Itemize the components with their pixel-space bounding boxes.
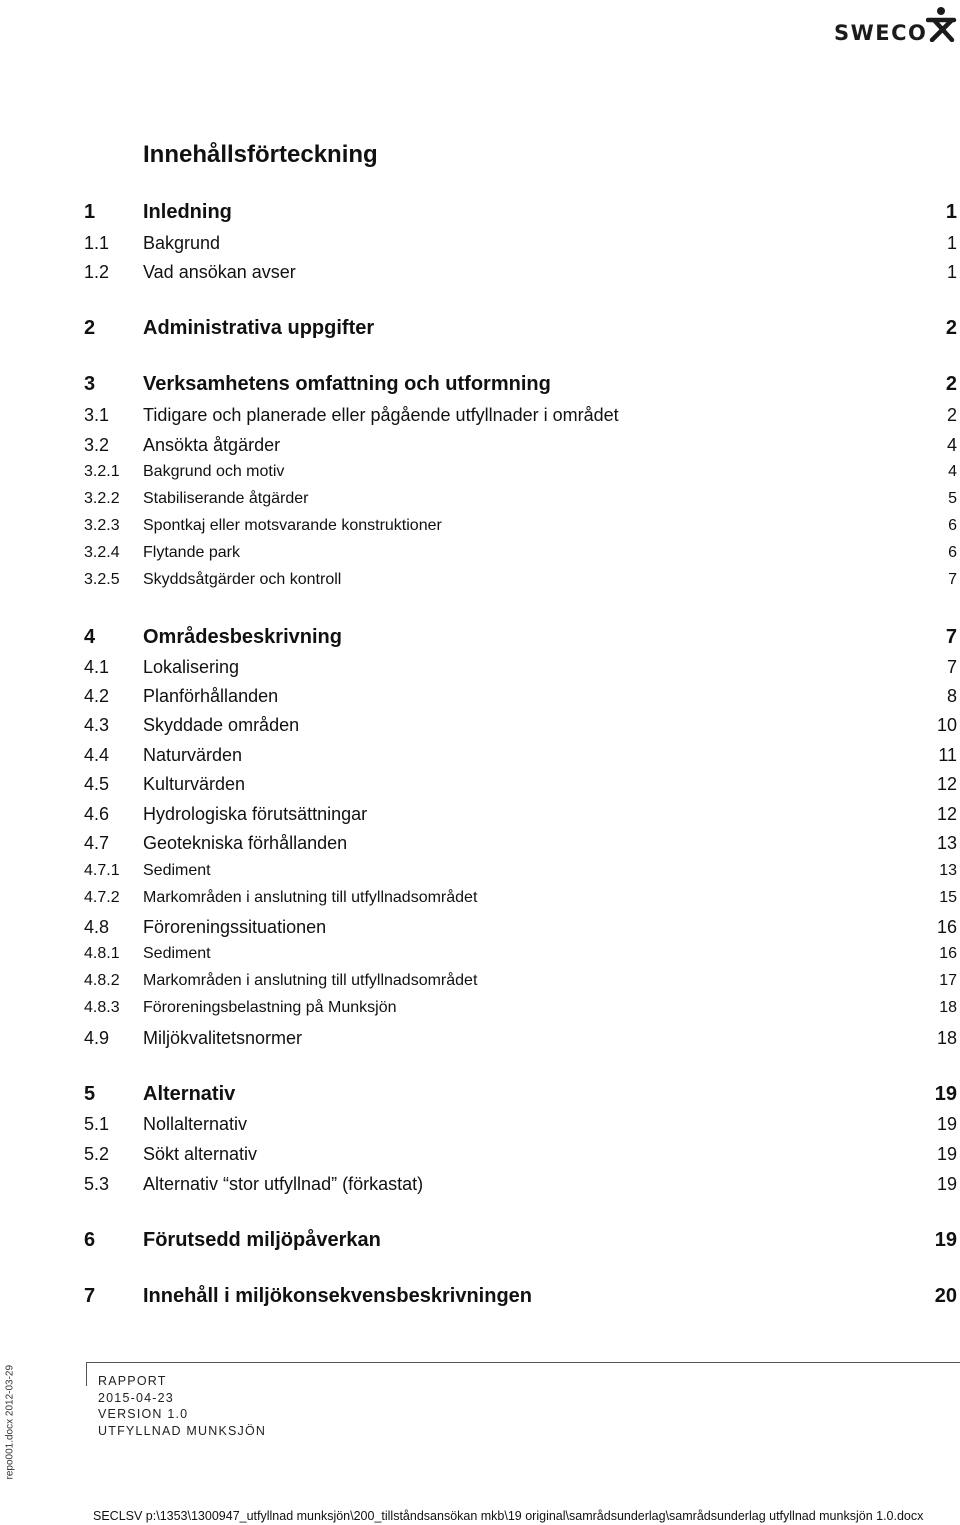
toc-entry-label: Alternativ “stor utfyllnad” (förkastat) [143, 1174, 424, 1194]
toc-entry-number: 4.9 [84, 1028, 110, 1048]
logo-text: SWECO [834, 21, 928, 45]
toc-entry-label: Administrativa uppgifter [143, 317, 375, 339]
toc-entry-page: 4 [946, 435, 957, 455]
toc-entry-page: 8 [946, 686, 957, 706]
toc-entry-number: 3.2.2 [84, 490, 120, 507]
toc-entry-label: Tidigare och planerade eller pågående utfyllnader i området [143, 405, 619, 425]
toc-entry-page: 13 [939, 862, 957, 879]
toc-entry-number: 1.1 [84, 233, 110, 253]
toc-entry-label: Innehåll i miljökonsekvensbeskrivningen [143, 1285, 533, 1307]
toc-entry-number: 4.8.1 [84, 945, 120, 962]
toc-entry-page: 16 [936, 917, 957, 937]
toc-entry-label: Nollalternativ [143, 1114, 248, 1134]
toc-entry-page: 7 [945, 626, 957, 648]
toc-entry-number: 1.2 [84, 262, 110, 282]
template-reference: repo001.docx 2012-03-29 [4, 1364, 16, 1480]
toc-entry-label: Planförhållanden [143, 686, 279, 706]
toc-entry-label: Hydrologiska förutsättningar [143, 804, 368, 824]
toc-entry-page: 2 [946, 405, 957, 425]
document-type: RAPPORT [98, 1374, 167, 1388]
toc-entry-number: 4.7.1 [84, 862, 120, 879]
toc-entry-label: Skyddade områden [143, 715, 300, 735]
toc-entry-page: 12 [936, 774, 957, 794]
toc-entry-number: 5.1 [84, 1114, 110, 1134]
toc-entry-number: 4.1 [84, 657, 110, 677]
toc-entry-label: Föroreningsbelastning på Munksjön [143, 999, 397, 1016]
toc-entry-number: 5.3 [84, 1174, 110, 1194]
toc-entry-number: 1 [84, 201, 96, 223]
footer-divider [86, 1362, 960, 1363]
toc-entry-page: 12 [936, 804, 957, 824]
document-info [98, 1373, 266, 1439]
toc-entry-number: 4 [84, 626, 96, 648]
sweco-figure-icon [926, 6, 960, 42]
toc-entry-page: 15 [939, 889, 957, 906]
toc-entry-number: 5.2 [84, 1144, 110, 1164]
toc-entry-number: 4.6 [84, 804, 110, 824]
toc-entry-page: 16 [939, 945, 957, 962]
toc-entry-page: 20 [934, 1285, 957, 1307]
document-date: 2015-04-23 [98, 1390, 174, 1405]
toc-entry-page: 2 [945, 317, 957, 339]
toc-entry-page: 1 [946, 262, 957, 282]
toc-entry-label: Lokalisering [143, 657, 240, 677]
toc-entry-number: 4.8 [84, 917, 110, 937]
toc-entry-label: Miljökvalitetsnormer [143, 1028, 303, 1048]
toc-entry-label: Sökt alternativ [143, 1144, 258, 1164]
toc-entry-label: Naturvärden [143, 745, 243, 765]
project-name: UTFYLLNAD MUNKSJÖN [98, 1423, 267, 1438]
toc-entry-page: 6 [948, 544, 957, 561]
toc-entry-number: 5 [84, 1083, 96, 1105]
toc-entry-label: Flytande park [143, 544, 240, 561]
toc-entry-page: 19 [934, 1083, 957, 1105]
toc-entry-number: 3.2.1 [84, 463, 120, 480]
toc-entry-label: Kulturvärden [143, 774, 246, 794]
toc-entry-page: 6 [948, 517, 957, 534]
toc-entry-page: 1 [946, 233, 957, 253]
toc-entry-number: 4.5 [84, 774, 110, 794]
toc-entry-number: 7 [84, 1285, 96, 1307]
toc-entry-label: Vad ansökan avser [143, 262, 296, 282]
toc-entry-page: 11 [938, 745, 957, 765]
toc-entry-page: 7 [948, 571, 957, 588]
toc-entry-number: 4.3 [84, 715, 110, 735]
toc-entry-label: Bakgrund och motiv [143, 463, 285, 480]
toc-entry-label: Inledning [143, 201, 232, 223]
toc-entry-page: 19 [934, 1229, 957, 1251]
toc-entry-page: 7 [946, 657, 957, 677]
sweco-logo [834, 6, 960, 46]
toc-entry-page: 19 [936, 1114, 957, 1134]
toc-entry-label: Skyddsåtgärder och kontroll [143, 571, 342, 588]
toc-entry-label: Verksamhetens omfattning och utformning [143, 373, 551, 395]
toc-entry-number: 4.2 [84, 686, 110, 706]
toc-entry-number: 2 [84, 317, 96, 339]
toc-entry-number: 3.2.3 [84, 517, 120, 534]
footer-divider-tick [86, 1362, 87, 1386]
toc-entry-page: 17 [939, 972, 957, 989]
toc-entry-page: 5 [948, 490, 957, 507]
toc-entry-page: 10 [936, 715, 957, 735]
toc-entry-number: 3 [84, 373, 96, 395]
page-title: Innehållsförteckning [143, 141, 378, 168]
toc-entry-page: 1 [945, 201, 957, 223]
toc-entry-number: 3.1 [84, 405, 110, 425]
toc-entry-label: Områdesbeskrivning [143, 626, 342, 648]
toc-entry-number: 6 [84, 1229, 96, 1251]
toc-entry-number: 4.4 [84, 745, 110, 765]
toc-entry-number: 3.2 [84, 435, 110, 455]
toc-entry-label: Stabiliserande åtgärder [143, 490, 309, 507]
toc-entry-label: Sediment [143, 945, 211, 962]
toc-entry-page: 2 [945, 373, 957, 395]
toc-entry-label: Bakgrund [143, 233, 221, 253]
toc-entry-number: 4.8.3 [84, 999, 120, 1016]
toc-entry-page: 19 [936, 1144, 957, 1164]
toc-entry-number: 3.2.5 [84, 571, 120, 588]
toc-entry-label: Spontkaj eller motsvarande konstruktioner [143, 517, 442, 534]
toc-entry-number: 4.8.2 [84, 972, 120, 989]
toc-entry-page: 18 [939, 999, 957, 1016]
toc-entry-number: 4.7.2 [84, 889, 120, 906]
toc-entry-page: 19 [936, 1174, 957, 1194]
toc-entry-label: Alternativ [143, 1083, 236, 1105]
toc-entry-number: 4.7 [84, 833, 110, 853]
toc-entry-label: Föroreningssituationen [143, 917, 327, 937]
toc-entry-label: Geotekniska förhållanden [143, 833, 348, 853]
toc-entry-label: Markområden i anslutning till utfyllnadsområdet [143, 889, 478, 906]
toc-entry-page: 4 [948, 463, 957, 480]
file-path: SECLSV p:\1353\1300947_utfyllnad munksjön\200_tillståndsansökan mkb\19 original\samrådsunderlag\samrådsunderlag utfyllnad munksjön 1.0.docx [93, 1509, 924, 1523]
toc-entry-label: Ansökta åtgärder [143, 435, 281, 455]
toc-entry-page: 13 [936, 833, 957, 853]
toc-entry-number: 3.2.4 [84, 544, 120, 561]
document-version: VERSION 1.0 [98, 1407, 189, 1421]
toc-entry-label: Sediment [143, 862, 211, 879]
toc-entry-label: Markområden i anslutning till utfyllnadsområdet [143, 972, 478, 989]
toc-entry-label: Förutsedd miljöpåverkan [143, 1229, 381, 1251]
toc-entry-page: 18 [936, 1028, 957, 1048]
